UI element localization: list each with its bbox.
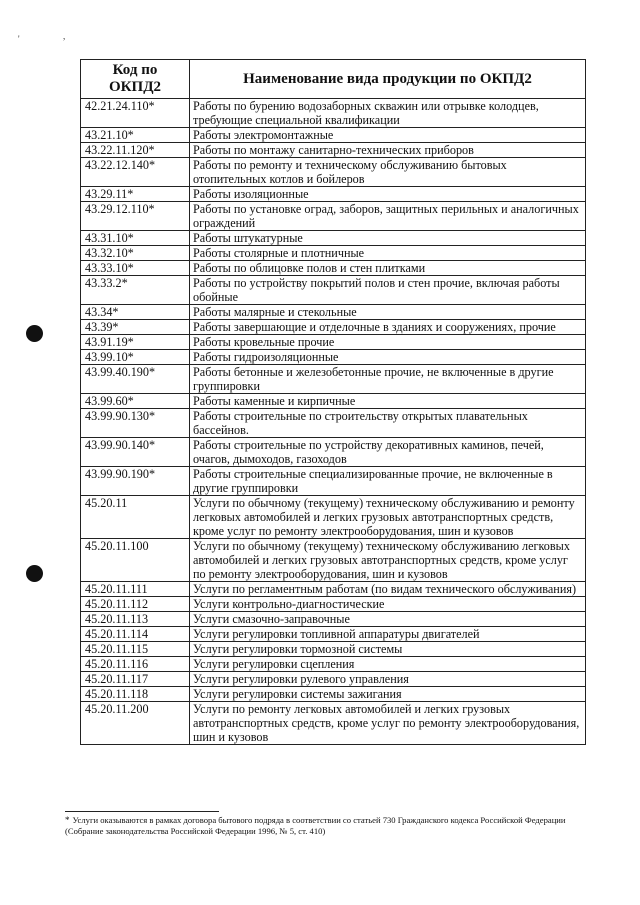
table-row (81, 350, 586, 365)
okpd2-code-cell: 45.20.11.117 (81, 672, 190, 687)
product-name-cell: Работы по устройству покрытий полов и стен прочие, включая работы обойные (190, 276, 586, 305)
table-row (81, 642, 586, 657)
table-row (81, 496, 586, 539)
okpd2-code-cell: 43.99.10* (81, 350, 190, 365)
okpd2-code-cell: 43.99.40.190* (81, 365, 190, 394)
page-mark: , (63, 31, 66, 41)
column-header-code: Код по ОКПД2 (81, 60, 190, 99)
okpd2-code-cell: 45.20.11.114 (81, 627, 190, 642)
okpd2-code-cell: 43.31.10* (81, 231, 190, 246)
okpd2-code-cell: 45.20.11.113 (81, 612, 190, 627)
okpd2-code-cell: 43.33.2* (81, 276, 190, 305)
table-row (81, 202, 586, 231)
product-name-cell: Работы строительные специализированные прочие, не включенные в другие группировки (190, 467, 586, 496)
product-name-cell: Работы завершающие и отделочные в зданиях и сооружениях, прочие (190, 320, 586, 335)
product-name-cell: Услуги регулировки системы зажигания (190, 687, 586, 702)
product-name-cell: Услуги по обычному (текущему) техническому обслуживанию и ремонту легковых автомобилей и легких грузовых автотранспортных средств, кроме услуг по ремонту электрооборудования, шин и кузовов (190, 496, 586, 539)
okpd2-code-cell: 43.91.19* (81, 335, 190, 350)
column-header-name: Наименование вида продукции по ОКПД2 (190, 60, 586, 99)
product-name-cell: Работы по облицовке полов и стен плитками (190, 261, 586, 276)
okpd2-code-cell: 43.99.90.190* (81, 467, 190, 496)
product-name-cell: Работы строительные по строительству открытых плавательных бассейнов. (190, 409, 586, 438)
table-row (81, 687, 586, 702)
product-name-cell: Услуги смазочно-заправочные (190, 612, 586, 627)
product-name-cell: Работы по ремонту и техническому обслуживанию бытовых отопительных котлов и бойлеров (190, 158, 586, 187)
table-row (81, 128, 586, 143)
product-name-cell: Услуги регулировки рулевого управления (190, 672, 586, 687)
table-row (81, 467, 586, 496)
table-row (81, 627, 586, 642)
product-name-cell: Работы малярные и стекольные (190, 305, 586, 320)
okpd2-code-cell: 43.99.60* (81, 394, 190, 409)
okpd2-code-cell: 45.20.11.112 (81, 597, 190, 612)
product-name-cell: Работы электромонтажные (190, 128, 586, 143)
okpd2-code-cell: 45.20.11.118 (81, 687, 190, 702)
okpd2-code-cell: 45.20.11.111 (81, 582, 190, 597)
table-row (81, 702, 586, 745)
table-row (81, 158, 586, 187)
product-name-cell: Работы столярные и плотничные (190, 246, 586, 261)
table-row (81, 597, 586, 612)
product-name-cell: Работы кровельные прочие (190, 335, 586, 350)
okpd2-code-cell: 43.22.12.140* (81, 158, 190, 187)
table-row (81, 409, 586, 438)
punch-hole (26, 325, 43, 342)
table-row (81, 365, 586, 394)
product-name-cell: Работы по монтажу санитарно-технических приборов (190, 143, 586, 158)
table-row (81, 99, 586, 128)
table-row (81, 612, 586, 627)
okpd2-code-cell: 45.20.11.115 (81, 642, 190, 657)
okpd2-code-cell: 43.29.12.110* (81, 202, 190, 231)
table-row (81, 438, 586, 467)
product-name-cell: Работы бетонные и железобетонные прочие, не включенные в другие группировки (190, 365, 586, 394)
page-mark: ' (18, 34, 20, 44)
product-name-cell: Работы каменные и кирпичные (190, 394, 586, 409)
product-name-cell: Работы по установке оград, заборов, защитных перильных и аналогичных ограждений (190, 202, 586, 231)
table-row (81, 672, 586, 687)
product-name-cell: Работы гидроизоляционные (190, 350, 586, 365)
okpd2-code-cell: 45.20.11.116 (81, 657, 190, 672)
okpd2-code-cell: 43.34* (81, 305, 190, 320)
product-name-cell: Услуги контрольно-диагностические (190, 597, 586, 612)
product-name-cell: Услуги по ремонту легковых автомобилей и легких грузовых автотранспортных средств, кроме услуг по ремонту электрооборудования, шин и кузовов (190, 702, 586, 745)
okpd2-code-cell: 43.99.90.140* (81, 438, 190, 467)
okpd2-code-cell: 43.33.10* (81, 261, 190, 276)
table-row (81, 539, 586, 582)
product-name-cell: Работы строительные по устройству декоративных каминов, печей, очагов, дымоходов, газоходов (190, 438, 586, 467)
okpd2-code-cell: 43.99.90.130* (81, 409, 190, 438)
okpd2-code-cell: 43.32.10* (81, 246, 190, 261)
table-row (81, 657, 586, 672)
table-row (81, 231, 586, 246)
table-row (81, 305, 586, 320)
okpd2-code-cell: 45.20.11.100 (81, 539, 190, 582)
table-row (81, 394, 586, 409)
footnote-divider (65, 811, 219, 812)
table-header-row (81, 60, 586, 99)
table-row (81, 320, 586, 335)
table-row (81, 261, 586, 276)
product-name-cell: Работы изоляционные (190, 187, 586, 202)
okpd2-code-cell: 43.21.10* (81, 128, 190, 143)
okpd2-code-cell: 42.21.24.110* (81, 99, 190, 128)
product-name-cell: Услуги регулировки тормозной системы (190, 642, 586, 657)
okpd2-code-cell: 45.20.11 (81, 496, 190, 539)
product-name-cell: Услуги по регламентным работам (по видам технического обслуживания) (190, 582, 586, 597)
okpd2-table (80, 59, 586, 745)
table-row (81, 276, 586, 305)
product-name-cell: Услуги регулировки сцепления (190, 657, 586, 672)
okpd2-code-cell: 43.29.11* (81, 187, 190, 202)
footnote-marker: * (65, 815, 70, 825)
table-row (81, 143, 586, 158)
table-row (81, 246, 586, 261)
product-name-cell: Услуги регулировки топливной аппаратуры двигателей (190, 627, 586, 642)
footnote-text: Услуги оказываются в рамках договора бытового подряда в соответствии со статьей 730 Гражданского кодекса Российской Федерации (Собрание законодательства Российской Федерации 1996, № 5, ст. 410) (65, 815, 566, 836)
punch-hole (26, 565, 43, 582)
table-body (81, 99, 586, 745)
okpd2-code-cell: 43.22.11.120* (81, 143, 190, 158)
product-name-cell: Работы по бурению водозаборных скважин или отрывке колодцев, требующие специальной квалификации (190, 99, 586, 128)
table-row (81, 582, 586, 597)
okpd2-code-cell: 45.20.11.200 (81, 702, 190, 745)
okpd2-code-cell: 43.39* (81, 320, 190, 335)
product-name-cell: Услуги по обычному (текущему) техническому обслуживанию легковых автомобилей и легких грузовых автотранспортных средств, кроме услуг по ремонту электрооборудования, шин и кузовов (190, 539, 586, 582)
table-row (81, 335, 586, 350)
footnote (65, 815, 590, 837)
table-row (81, 187, 586, 202)
product-name-cell: Работы штукатурные (190, 231, 586, 246)
